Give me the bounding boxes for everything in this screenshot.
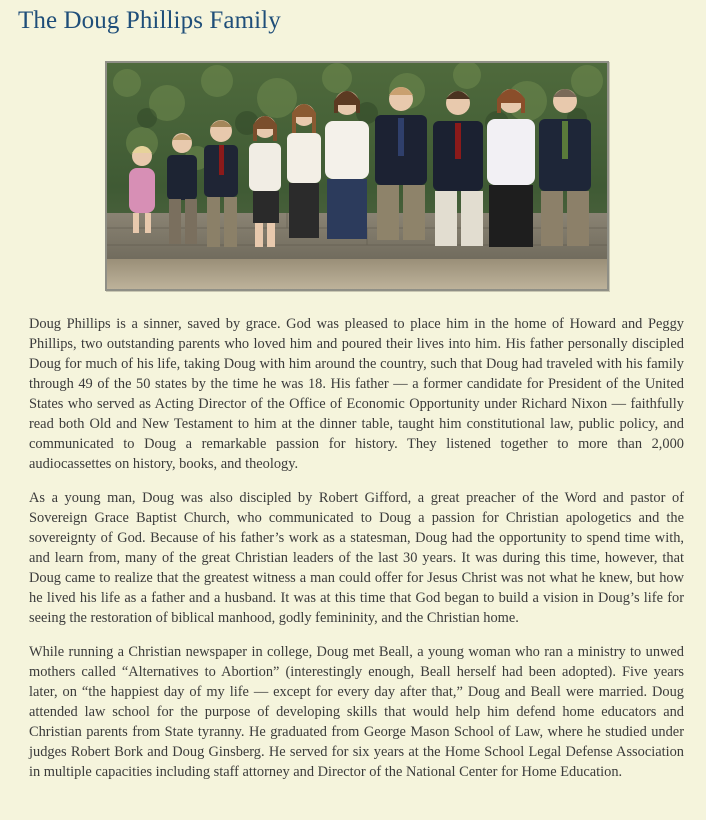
family-photo	[105, 61, 609, 291]
paragraph: Doug Phillips is a sinner, saved by grace. God was pleased to place him in the home of Howard and Peggy Phillips, two outstanding parents who loved him and poured their lives into him. His father personally discipled Doug for much of his life, taking Doug with him around the country, such that Doug had traveled with his family through 49 of the 50 states by the time he was 18. His father — a former candidate for President of the United States who served as Acting Director of the Office of Economic Opportunity under Richard Nixon — faithfully read both Old and New Testament to him at the dinner table, taught him constitutional law, public policy, and communicated to Doug a remarkable passion for history. They listened together to more than 2,000 audiocassettes on history, books, and theology.	[29, 316, 684, 472]
paragraph: As a young man, Doug was also discipled by Robert Gifford, a great preacher of the Word and pastor of Sovereign Grace Baptist Church, who communicated to Doug a passion for Christian apologetics and the sovereignty of God. Because of his father’s work as a statesman, Doug had the opportunity to spend time with, and learn from, many of the great Christian leaders of the last 30 years. It was during this time, however, that Doug came to realize that the greatest witness a man could offer for Jesus Christ was not what he knew, but how he lived his life as a father and a husband. It was at this time that God began to build a vision in Doug’s life for seeing the restoration of biblical manhood, godly femininity, and the Christian home.	[29, 490, 684, 626]
article-body	[29, 314, 684, 796]
page-title: The Doug Phillips Family	[18, 7, 281, 34]
paragraph: While running a Christian newspaper in college, Doug met Beall, a young woman who ran a ministry to unwed mothers called “Alternatives to Abortion” (interestingly enough, Beall herself had been adopted). Five years later, on “the happiest day of my life — except for every day after that,” Doug and Beall were married. Doug attended law school for the purpose of developing skills that would help him defend home educators and Christian parents from State tyranny. He graduated from George Mason School of Law, where he studied under judges Robert Bork and Doug Ginsberg. He served for six years at the Home School Legal Defense Association in multiple capacities including staff attorney and Director of the National Center for Home Education.	[29, 644, 684, 780]
